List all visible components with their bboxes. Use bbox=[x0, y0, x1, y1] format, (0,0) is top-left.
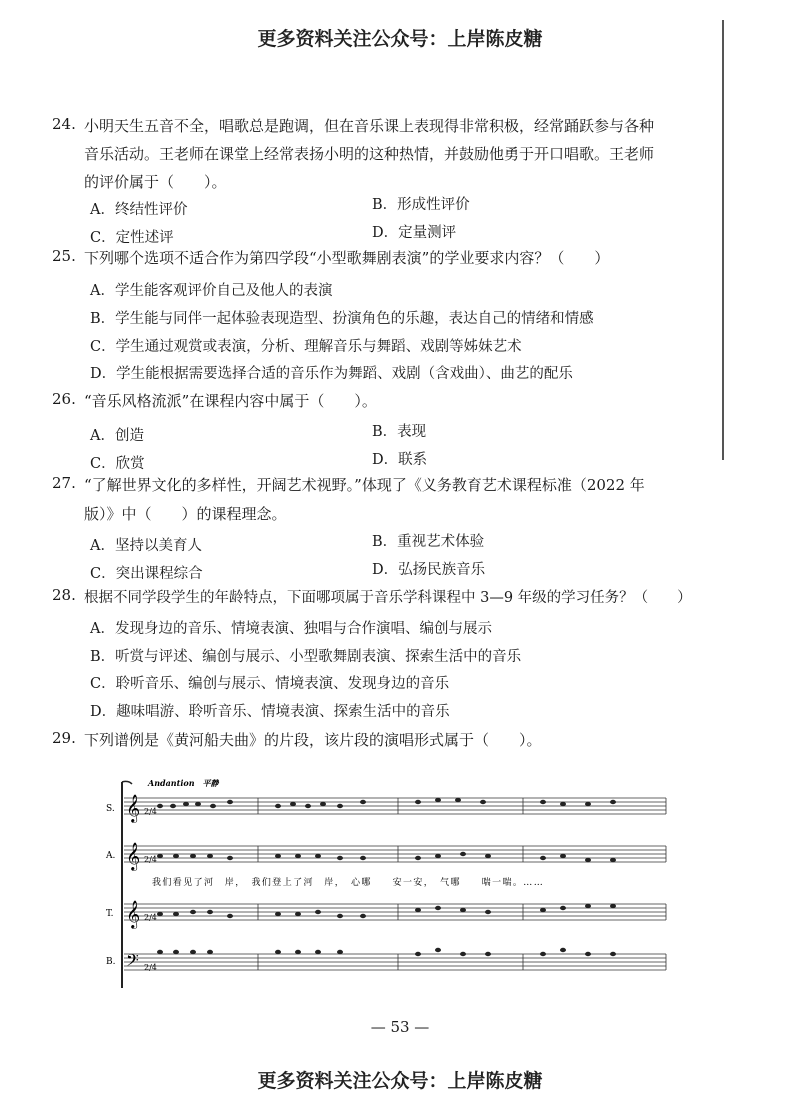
staff-label-s: S. bbox=[106, 804, 115, 814]
time-signature-soprano: 2/4 bbox=[144, 807, 157, 816]
question-25-num: 25. bbox=[52, 247, 76, 265]
time-signature-alto: 2/4 bbox=[144, 855, 157, 864]
question-24-option-d: D．定量测评 bbox=[372, 225, 457, 241]
question-24-line-1: 小明天生五音不全，唱歌总是跑调，但在音乐课上表现得非常积极，经常踊跃参与各种 bbox=[84, 117, 655, 135]
treble-clef-icon: 𝄞 bbox=[126, 900, 141, 928]
scan-edge-line bbox=[722, 20, 724, 460]
question-27-option-d: D．弘扬民族音乐 bbox=[372, 562, 486, 578]
question-27-line-1: “了解世界文化的多样性，开阔艺术视野。”体现了《义务教育艺术课程标准（2022 年 bbox=[84, 476, 645, 494]
footer-banner: 更多资料关注公众号：上岸陈皮糖 bbox=[257, 1070, 543, 1092]
bass-clef-icon: 𝄢 bbox=[126, 950, 139, 974]
question-25-line-1: 下列哪个选项不适合作为第四学段“小型歌舞剧表演”的学业要求内容？（ ） bbox=[84, 249, 610, 267]
question-28-option-a: A．发现身边的音乐、情境表演、独唱与合作演唱、编创与展示 bbox=[90, 621, 492, 637]
question-26-option-c: C．欣赏 bbox=[90, 456, 145, 472]
question-28-option-b: B．听赏与评述、编创与展示、小型歌舞剧表演、探索生活中的音乐 bbox=[90, 649, 522, 665]
score-notes bbox=[157, 798, 616, 956]
question-25-option-b: B．学生能与同伴一起体验表现造型、扮演角色的乐趣，表达自己的情绪和情感 bbox=[90, 311, 594, 327]
question-28-num: 28. bbox=[52, 586, 76, 604]
question-27-num: 27. bbox=[52, 474, 76, 492]
treble-clef-icon: 𝄞 bbox=[126, 842, 141, 870]
staff-label-b: B. bbox=[106, 957, 116, 967]
question-25-option-a: A．学生能客观评价自己及他人的表演 bbox=[90, 283, 333, 299]
question-24-option-a: A．终结性评价 bbox=[90, 202, 188, 218]
question-26-option-a: A．创造 bbox=[90, 428, 144, 444]
page-number: — 53 — bbox=[370, 1018, 430, 1036]
question-28-option-d: D．趣味唱游、聆听音乐、情境表演、探索生活中的音乐 bbox=[90, 704, 450, 720]
question-28-line-1: 根据不同学段学生的年龄特点，下面哪项属于音乐学科课程中 3—9 年级的学习任务？（ ） bbox=[84, 590, 692, 606]
question-27-option-a: A．坚持以美育人 bbox=[90, 538, 202, 554]
question-26-option-b: B．表现 bbox=[372, 424, 427, 440]
question-25-option-c: C．学生通过观赏或表演，分析、理解音乐与舞蹈、戏剧等姊妹艺术 bbox=[90, 339, 522, 355]
question-27-option-c: C．突出课程综合 bbox=[90, 566, 203, 582]
question-29-line-1: 下列谱例是《黄河船夫曲》的片段，该片段的演唱形式属于（ ）。 bbox=[84, 731, 542, 749]
time-signature-bass: 2/4 bbox=[144, 963, 157, 972]
score-tempo: Andantion 平静 bbox=[148, 778, 219, 788]
question-24-option-b: B．形成性评价 bbox=[372, 197, 470, 213]
question-24-option-c: C．定性述评 bbox=[90, 230, 174, 246]
question-26-line-1: “音乐风格流派”在课程内容中属于（ ）。 bbox=[84, 392, 377, 410]
staff-bass bbox=[124, 954, 666, 970]
staff-alto bbox=[124, 846, 666, 862]
treble-clef-icon: 𝄞 bbox=[126, 794, 141, 822]
question-24-line-3: 的评价属于（ ）。 bbox=[84, 173, 227, 191]
time-signature-tenor: 2/4 bbox=[144, 913, 157, 922]
music-score bbox=[106, 776, 670, 988]
question-27-option-b: B．重视艺术体验 bbox=[372, 534, 485, 550]
question-28-option-c: C．聆听音乐、编创与展示、情境表演、发现身边的音乐 bbox=[90, 676, 450, 692]
question-24-line-2: 音乐活动。王老师在课堂上经常表扬小明的这种热情，并鼓励他勇于开口唱歌。王老师 bbox=[84, 145, 655, 163]
question-29-num: 29. bbox=[52, 729, 76, 747]
question-26-option-d: D．联系 bbox=[372, 452, 428, 468]
staff-tenor bbox=[124, 904, 666, 920]
staff-label-a: A. bbox=[106, 851, 116, 861]
question-24-num: 24. bbox=[52, 115, 76, 133]
question-26-num: 26. bbox=[52, 390, 76, 408]
staff-soprano bbox=[124, 798, 666, 814]
score-lyrics: 我们看见了河 岸， 我们登上了河 岸， 心哪 安一安， 气哪 喘一喘。…… bbox=[152, 878, 545, 888]
system-bracket-top bbox=[122, 781, 132, 784]
staff-label-t: T. bbox=[106, 909, 114, 919]
question-25-option-d: D．学生能根据需要选择合适的音乐作为舞蹈、戏剧（含戏曲）、曲艺的配乐 bbox=[90, 366, 573, 382]
question-27-line-2: 版）》中（ ）的课程理念。 bbox=[84, 505, 287, 523]
header-banner: 更多资料关注公众号：上岸陈皮糖 bbox=[257, 28, 543, 50]
